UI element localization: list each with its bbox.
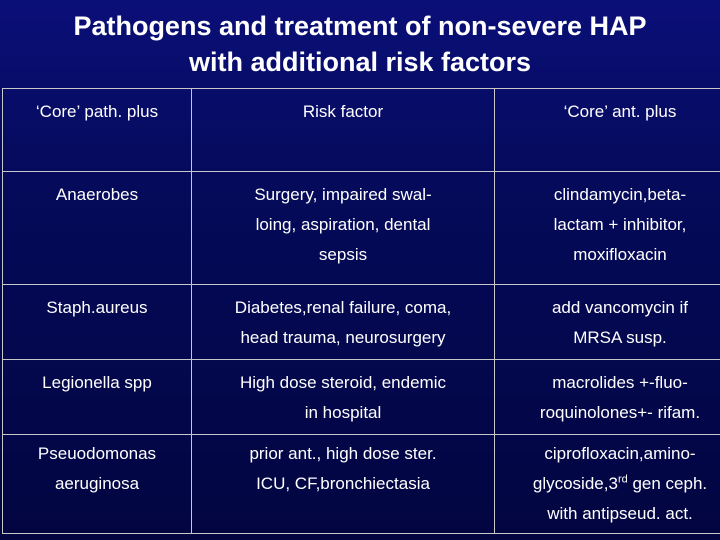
- cell-line: with antipseud. act.: [547, 504, 693, 523]
- slide-title-line-2: with additional risk factors: [188, 47, 532, 77]
- pathogen-treatment-table: [2, 88, 720, 534]
- cell-line: head trauma, neurosurgery: [240, 328, 446, 347]
- cell-text: gen ceph.: [627, 474, 708, 493]
- cell-line: High dose steroid, endemic: [239, 373, 446, 392]
- cell-line: MRSA susp.: [573, 328, 667, 347]
- cell-line: prior ant., high dose ster.: [249, 444, 437, 463]
- cell-line: Anaerobes: [55, 185, 139, 204]
- cell-text: glycoside,3: [532, 474, 618, 493]
- cell-line: sepsis: [318, 245, 368, 264]
- cell-line: clindamycin,beta-: [553, 185, 687, 204]
- table-row: [3, 285, 720, 360]
- table-row: [3, 360, 720, 435]
- cell-antibiotic: [495, 285, 720, 360]
- cell-line: loing, aspiration, dental: [255, 215, 431, 234]
- cell-pathogen: [3, 360, 192, 435]
- cell-line: [501, 469, 720, 499]
- cell-line: Diabetes,renal failure, coma,: [234, 298, 452, 317]
- slide-title-line-1: Pathogens and treatment of non-severe HAP: [73, 11, 647, 41]
- header-risk-factor: Risk factor: [192, 89, 495, 172]
- cell-antibiotic: [495, 172, 720, 285]
- cell-line: lactam + inhibitor,: [553, 215, 687, 234]
- cell-line: roquinolones+- rifam.: [539, 403, 701, 422]
- table-header-row: [3, 89, 720, 172]
- cell-line: ciprofloxacin,amino-: [544, 444, 696, 463]
- header-antibiotic: ‘Core’ ant. plus: [495, 89, 720, 172]
- cell-line: macrolides +-fluo-: [552, 373, 688, 392]
- superscript: rd: [617, 473, 628, 486]
- header-pathogen: ‘Core’ path. plus: [3, 89, 192, 172]
- cell-line: ICU, CF,bronchiectasia: [256, 474, 430, 493]
- cell-line: moxifloxacin: [573, 245, 667, 264]
- cell-line: Surgery, impaired swal-: [254, 185, 432, 204]
- cell-line: Pseuodomonas: [37, 444, 157, 463]
- slide-title: [0, 8, 720, 80]
- cell-line: add vancomycin if: [551, 298, 689, 317]
- cell-risk-factor: [192, 285, 495, 360]
- cell-line: Staph.aureus: [46, 298, 148, 317]
- cell-risk-factor: [192, 360, 495, 435]
- cell-risk-factor: [192, 172, 495, 285]
- cell-pathogen: [3, 285, 192, 360]
- cell-line: in hospital: [304, 403, 382, 422]
- cell-line: Legionella spp: [42, 373, 152, 392]
- cell-pathogen: [3, 172, 192, 285]
- cell-antibiotic: [495, 435, 720, 534]
- cell-antibiotic: [495, 360, 720, 435]
- cell-line: aeruginosa: [54, 474, 140, 493]
- cell-risk-factor: [192, 435, 495, 534]
- cell-pathogen: [3, 435, 192, 534]
- table-row: [3, 435, 720, 534]
- table-row: [3, 172, 720, 285]
